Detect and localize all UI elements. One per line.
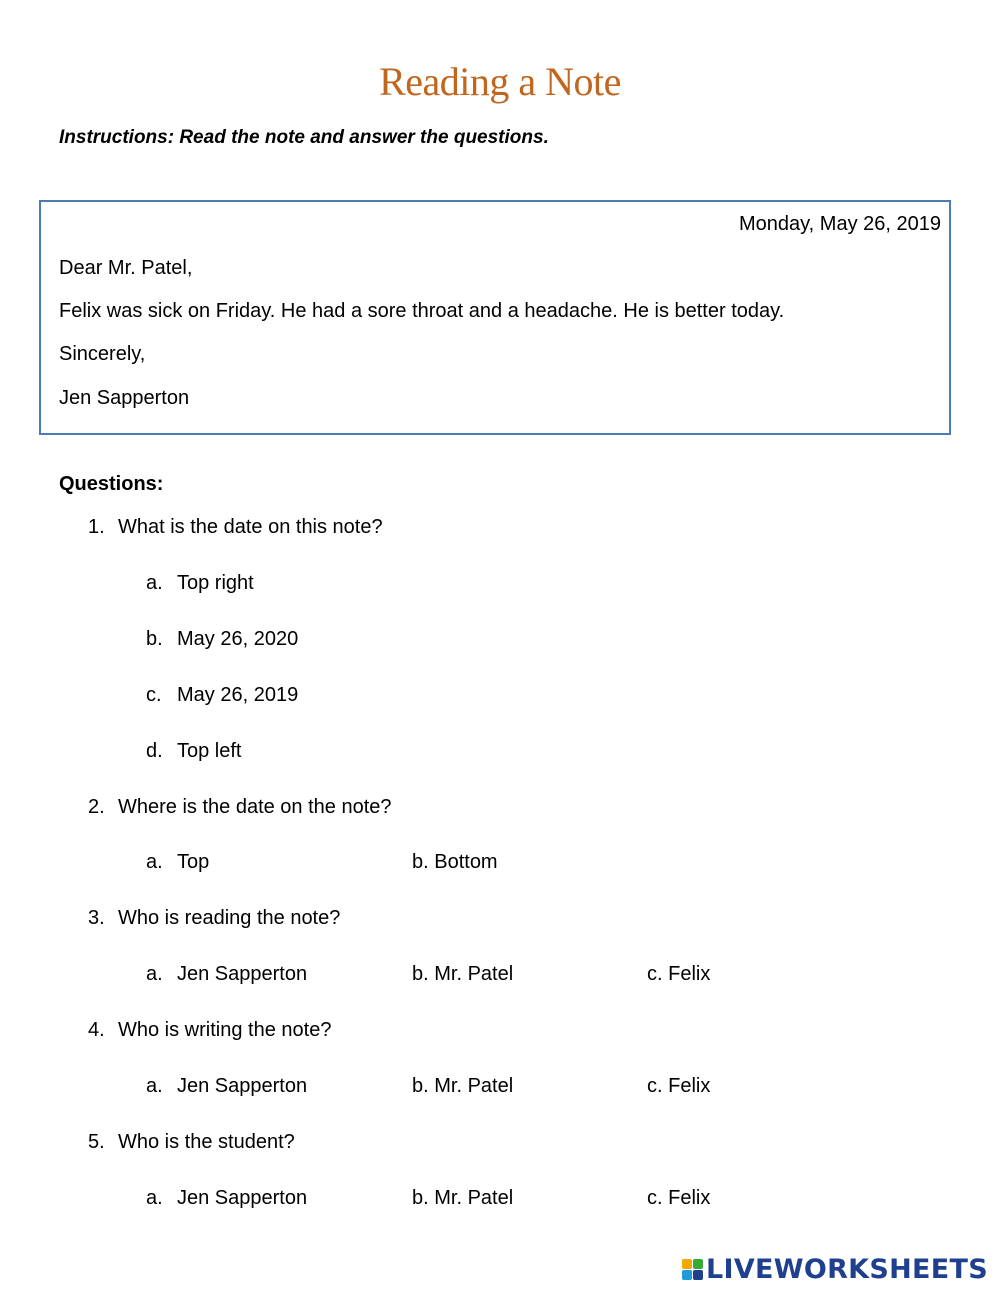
option-text: Jen Sapperton bbox=[177, 1075, 308, 1097]
question-4-option-b[interactable]: b. Mr. Patel bbox=[412, 1075, 514, 1097]
note-greeting: Dear Mr. Patel, bbox=[59, 257, 193, 279]
question-5-number: 5. bbox=[88, 1131, 105, 1153]
question-1-number: 1. bbox=[88, 516, 105, 538]
note-signature: Jen Sapperton bbox=[59, 387, 190, 409]
note-closing: Sincerely, bbox=[59, 343, 146, 365]
question-5-option-b[interactable]: b. Mr. Patel bbox=[412, 1187, 514, 1209]
option-letter: a. bbox=[146, 1075, 163, 1097]
question-2-option-b[interactable]: b. Bottom bbox=[412, 851, 498, 873]
question-3-option-b[interactable]: b. Mr. Patel bbox=[412, 963, 514, 985]
logo-square-l bbox=[682, 1259, 692, 1269]
logo-text: LIVEWORKSHEETS bbox=[705, 1254, 988, 1285]
note-date: Monday, May 26, 2019 bbox=[739, 213, 941, 235]
option-letter: a. bbox=[146, 1187, 163, 1209]
option-letter: c. bbox=[146, 684, 162, 706]
question-1-text: What is the date on this note? bbox=[118, 516, 383, 538]
question-4-number: 4. bbox=[88, 1019, 105, 1041]
logo-square-i bbox=[693, 1259, 703, 1269]
question-5-option-c[interactable]: c. Felix bbox=[647, 1187, 711, 1209]
question-5-text: Who is the student? bbox=[118, 1131, 295, 1153]
instructions-text: Instructions: Read the note and answer the questions. bbox=[59, 127, 549, 148]
liveworksheets-logo bbox=[682, 1254, 988, 1285]
liveworksheets-logo-icon bbox=[682, 1259, 703, 1280]
option-text: Top left bbox=[177, 740, 242, 762]
option-text: Top right bbox=[177, 572, 254, 594]
option-text: May 26, 2020 bbox=[177, 628, 299, 650]
question-3-text: Who is reading the note? bbox=[118, 907, 341, 929]
option-letter: b. bbox=[146, 628, 163, 650]
option-letter: a. bbox=[146, 572, 163, 594]
option-text: Top bbox=[177, 851, 210, 873]
question-3-number: 3. bbox=[88, 907, 105, 929]
logo-square-e bbox=[693, 1270, 703, 1280]
questions-heading: Questions: bbox=[59, 473, 164, 495]
question-4-text: Who is writing the note? bbox=[118, 1019, 332, 1041]
option-letter: a. bbox=[146, 851, 163, 873]
page-title: Reading a Note bbox=[379, 59, 621, 104]
option-letter: a. bbox=[146, 963, 163, 985]
note-body: Felix was sick on Friday. He had a sore throat and a headache. He is better today. bbox=[59, 300, 785, 322]
question-2-number: 2. bbox=[88, 796, 105, 818]
option-text: Jen Sapperton bbox=[177, 963, 308, 985]
question-3-option-c[interactable]: c. Felix bbox=[647, 963, 711, 985]
option-text: Jen Sapperton bbox=[177, 1187, 308, 1209]
option-letter: d. bbox=[146, 740, 163, 762]
logo-square-v bbox=[682, 1270, 692, 1280]
question-2-text: Where is the date on the note? bbox=[118, 796, 392, 818]
option-text: May 26, 2019 bbox=[177, 684, 299, 706]
question-4-option-c[interactable]: c. Felix bbox=[647, 1075, 711, 1097]
